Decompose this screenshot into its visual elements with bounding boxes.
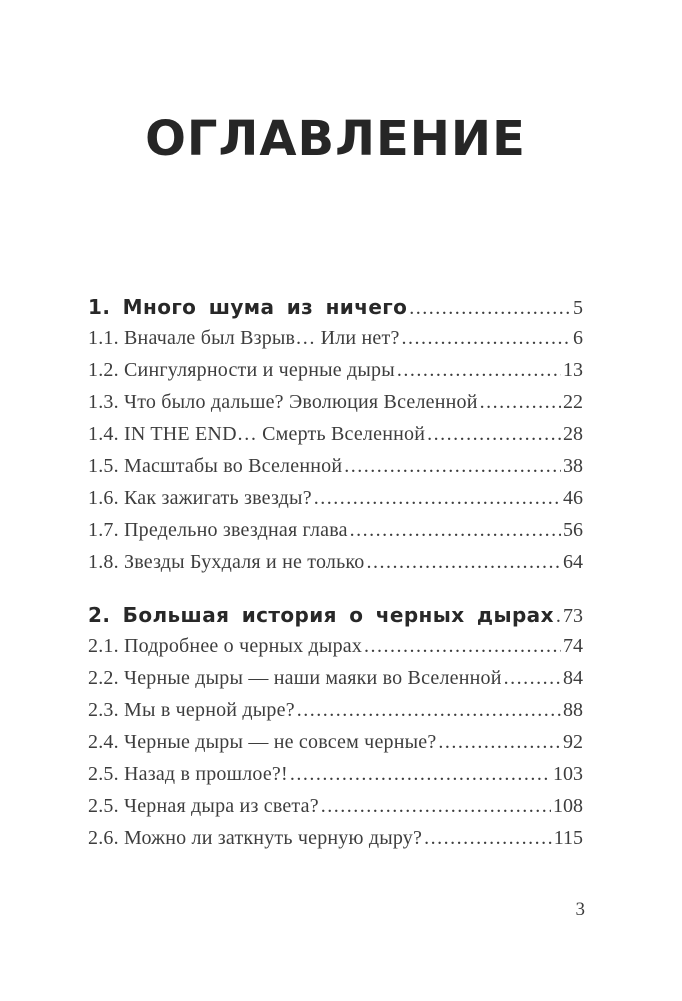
- toc-row: [88, 635, 583, 667]
- toc-entry-page: 74: [563, 635, 583, 658]
- toc-row: [88, 731, 583, 763]
- toc-dot-leader: [504, 667, 561, 690]
- toc-dot-leader: [556, 605, 561, 628]
- toc-entry-page: 6: [573, 327, 583, 350]
- toc-entry-page: 56: [563, 519, 583, 542]
- toc-entry-page: 13: [563, 359, 583, 382]
- folio-page-number: 3: [575, 899, 585, 920]
- toc-dot-leader: [438, 731, 561, 754]
- toc-dot-leader: [427, 423, 561, 446]
- toc-entry-page: 64: [563, 551, 583, 574]
- toc-row-chapter: [88, 603, 583, 635]
- toc-entry-label: 1.3. Что было дальше? Эволюция Вселенной: [88, 391, 478, 414]
- toc-entry-page: 38: [563, 455, 583, 478]
- toc-dot-leader: [364, 635, 561, 658]
- toc-dot-leader: [297, 699, 561, 722]
- toc-row: [88, 827, 583, 859]
- toc-dot-leader: [424, 827, 552, 850]
- toc-entry-page: 46: [563, 487, 583, 510]
- toc-entry-label: 2.5. Черная дыра из света?: [88, 795, 319, 818]
- toc-row: [88, 327, 583, 359]
- toc-row: [88, 763, 583, 795]
- toc-entry-label: 2.1. Подробнее о черных дырах: [88, 635, 363, 658]
- toc-entry-page: 103: [553, 763, 583, 786]
- toc-entry-label: 1.5. Масштабы во Вселенной: [88, 455, 343, 478]
- toc-entry-page: 28: [563, 423, 583, 446]
- toc-entry-label: 1.2. Сингулярности и черные дыры: [88, 359, 395, 382]
- toc-row: [88, 487, 583, 519]
- page-title: ОГЛАВЛЕНИЕ: [145, 111, 526, 167]
- toc-entry-page: 108: [553, 795, 583, 818]
- toc-entry-page: 92: [563, 731, 583, 754]
- toc-entry-label: 2.5. Назад в прошлое?!: [88, 763, 288, 786]
- toc-entry-label: 2.4. Черные дыры — не совсем черные?: [88, 731, 437, 754]
- toc-entry-page: 73: [563, 605, 583, 628]
- toc-dot-leader: [367, 551, 561, 574]
- toc-entry-page: 88: [563, 699, 583, 722]
- toc-entry-label: 1.4. IN THE END… Смерть Вселенной: [88, 423, 426, 446]
- toc-entry-page: 84: [563, 667, 583, 690]
- toc-row: [88, 551, 583, 583]
- toc-dot-leader: [480, 391, 561, 414]
- toc-entry-label: 1.1. Вначале был Взрыв… Или нет?: [88, 327, 400, 350]
- toc-row: [88, 391, 583, 423]
- toc-dot-leader: [397, 359, 561, 382]
- toc-entry-label: 1.7. Предельно звездная глава: [88, 519, 348, 542]
- toc-entry-label: 2. Большая история о черных дырах: [88, 603, 554, 628]
- toc-entry-label: 1.6. Как зажигать звезды?: [88, 487, 312, 510]
- toc-row: [88, 359, 583, 391]
- toc-dot-leader: [409, 297, 571, 320]
- toc-entry-label: 2.3. Мы в черной дыре?: [88, 699, 295, 722]
- toc-dot-leader: [321, 795, 551, 818]
- toc-row: [88, 519, 583, 551]
- toc-row: [88, 795, 583, 827]
- table-of-contents: [88, 295, 583, 859]
- toc-dot-leader: [314, 487, 561, 510]
- toc-dot-leader: [402, 327, 571, 350]
- toc-row-chapter: [88, 295, 583, 327]
- toc-row: [88, 423, 583, 455]
- toc-row: [88, 667, 583, 699]
- toc-row: [88, 699, 583, 731]
- toc-dot-leader: [350, 519, 561, 542]
- toc-entry-page: 22: [563, 391, 583, 414]
- toc-entry-page: 115: [553, 827, 583, 850]
- toc-entry-label: 2.6. Можно ли заткнуть черную дыру?: [88, 827, 423, 850]
- toc-entry-label: 1. Много шума из ничего: [88, 295, 408, 320]
- toc-dot-leader: [344, 455, 561, 478]
- toc-entry-label: 2.2. Черные дыры — наши маяки во Вселенной: [88, 667, 502, 690]
- toc-row: [88, 455, 583, 487]
- toc-entry-label: 1.8. Звезды Бухдаля и не только: [88, 551, 365, 574]
- toc-dot-leader: [290, 763, 551, 786]
- toc-entry-page: 5: [573, 297, 583, 320]
